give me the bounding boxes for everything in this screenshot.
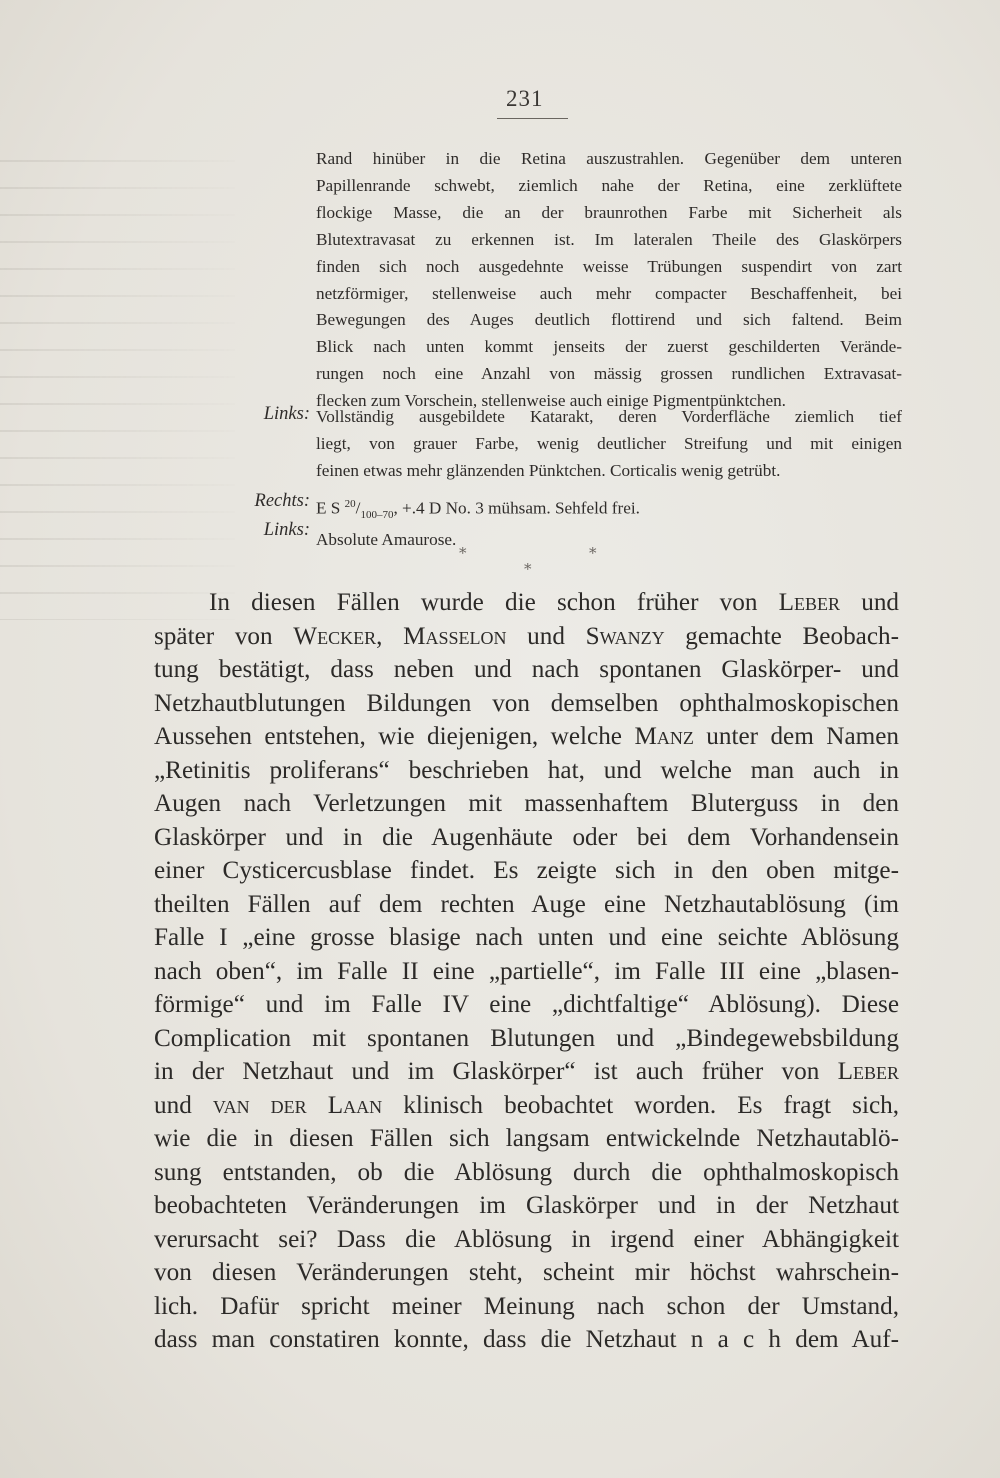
note-line: Papillenrande schwebt, ziemlich nahe der Retina, eine zerklüftete bbox=[316, 175, 902, 195]
rechts-text-b: , +.4 D No. 3 mühsam. Sehfeld frei. bbox=[393, 498, 640, 518]
body-line: in der Netzhaut und im Glaskörper“ ist auch früher von Leber bbox=[154, 1058, 899, 1085]
body-line: Complication mit spontanen Blutungen und „Bindegewebsbildung bbox=[154, 1024, 899, 1052]
header-rule bbox=[497, 118, 568, 119]
label-rechts: Rechts: bbox=[254, 491, 310, 511]
rechts-fraction-slash: / bbox=[355, 498, 361, 518]
body-line: Aussehen entstehen, wie diejenigen, welche Manz unter dem Namen bbox=[154, 723, 899, 750]
label-links: Links: bbox=[263, 404, 310, 424]
eye-findings bbox=[316, 404, 902, 554]
rechts-fraction-num: 20 bbox=[344, 497, 356, 510]
body-line: Netzhautblutungen Bildungen von demselben ophthalmoskopischen bbox=[154, 689, 899, 717]
body-line: von diesen Veränderungen steht, scheint mir höchst wahrschein- bbox=[154, 1259, 899, 1286]
body-line: beobachteten Veränderungen im Glaskörper und in der Netzhaut bbox=[154, 1192, 899, 1219]
section-star: * bbox=[589, 544, 597, 562]
note-line: rungen noch eine Anzahl von mässig grossen rundlichen Extravasat- bbox=[316, 364, 902, 384]
rechts-text-a: E S bbox=[316, 498, 345, 518]
body-line: tung bestätigt, dass neben und nach spontanen Glaskörper- und bbox=[154, 656, 899, 683]
body-line: sung entstanden, ob die Ablösung durch die ophthalmoskopisch bbox=[154, 1158, 899, 1186]
body-line: wie die in diesen Fällen sich langsam entwickelnde Netzhautablö- bbox=[154, 1125, 899, 1152]
note-line: flecken zum Vorschein, stellenweise auch einige Pigmentpünktchen. bbox=[316, 391, 786, 411]
body-line: In diesen Fällen wurde die schon früher von Leber und bbox=[209, 589, 900, 616]
body-line: einer Cysticercusblase findet. Es zeigte sich in den oben mitge- bbox=[154, 857, 899, 884]
body-line: lich. Dafür spricht meiner Meinung nach schon der Umstand, bbox=[154, 1292, 899, 1320]
links-line: liegt, von grauer Farbe, wenig deutlicher Streifung und mit einigen bbox=[316, 433, 902, 453]
rechts-fraction-den: 100–70 bbox=[360, 508, 394, 521]
body-line: Glaskörper und in die Augenhäute oder bei dem Vorhandensein bbox=[154, 823, 899, 851]
note-line: Rand hinüber in die Retina auszustrahlen. Gegenüber dem unteren bbox=[316, 149, 902, 168]
section-star: * bbox=[459, 544, 467, 562]
case-note-text bbox=[316, 146, 902, 415]
body-line: nach oben“, im Falle II eine „partielle“, im Falle III eine „blasen- bbox=[154, 957, 899, 985]
body-line: verursacht sei? Dass die Ablösung in irgend einer Abhängigkeit bbox=[154, 1225, 899, 1253]
page-number: 231 bbox=[506, 86, 544, 111]
bleed-through-shadow bbox=[0, 140, 235, 620]
note-line: flockige Masse, die an der braunrothen Farbe mit Sicherheit als bbox=[316, 202, 902, 222]
body-line: förmige“ und im Falle IV eine „dichtfaltige“ Ablösung). Diese bbox=[154, 991, 899, 1018]
links-line: Vollständig ausgebildete Katarakt, deren Vorderfläche ziemlich tief bbox=[316, 407, 902, 426]
note-line: Blutextravasat zu erkennen ist. Im lateralen Theile des Glaskörpers bbox=[316, 229, 902, 249]
body-line: Falle I „eine grosse blasige nach unten und eine seichte Ablösung bbox=[154, 924, 899, 951]
body-line: später von Wecker, Masselon und Swanzy gemachte Beobach- bbox=[154, 622, 899, 650]
links-line: feinen etwas mehr glänzenden Pünktchen. Corticalis wenig getrübt. bbox=[316, 460, 781, 480]
body-line: „Retinitis proliferans“ beschrieben hat, und welche man auch in bbox=[154, 756, 899, 784]
note-line: finden sich noch ausgedehnte weisse Trübungen suspendirt von zart bbox=[316, 256, 902, 276]
body-line: und van der Laan klinisch beobachtet worden. Es fragt sich, bbox=[154, 1091, 900, 1119]
body-line: Augen nach Verletzungen mit massenhaftem Bluterguss in den bbox=[154, 790, 899, 817]
body-line: theilten Fällen auf dem rechten Auge eine Netzhautablösung (im bbox=[154, 890, 899, 918]
body-line: dass man constatiren konnte, dass die Netzhaut n a c h dem Auf- bbox=[154, 1326, 899, 1353]
note-line: netzförmiger, stellenweise auch mehr compacter Beschaffenheit, bei bbox=[316, 283, 902, 303]
main-paragraph bbox=[154, 586, 899, 1357]
label-links-2: Links: bbox=[263, 520, 310, 540]
links2-line: Absolute Amaurose. bbox=[316, 529, 457, 549]
note-line: Bewegungen des Auges deutlich flottirend und sich faltend. Beim bbox=[316, 310, 902, 330]
rechts-line bbox=[316, 491, 902, 529]
note-line: Blick nach unten kommt jenseits der zuerst geschilderten Verände- bbox=[316, 337, 902, 357]
section-star: * bbox=[524, 560, 532, 578]
